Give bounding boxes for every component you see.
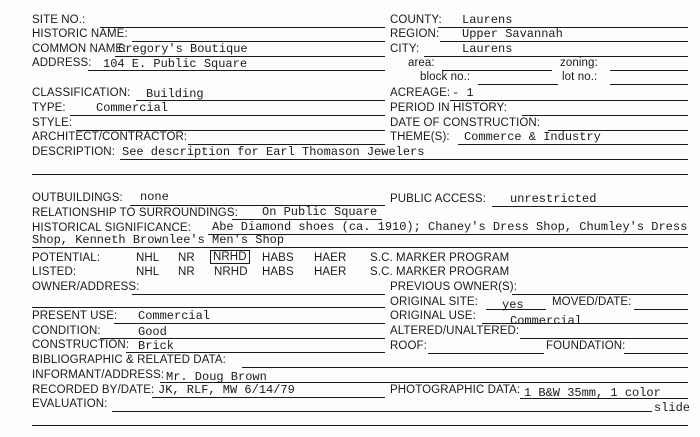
city-value: Laurens xyxy=(462,42,513,56)
roof-label: ROOF: xyxy=(390,340,427,352)
potential-haer: HAER xyxy=(314,252,347,264)
common-name-label: COMMON NAME: xyxy=(32,43,127,55)
style-label: STYLE: xyxy=(32,117,73,129)
significance-line-2 xyxy=(32,247,688,248)
public-access-value: unrestricted xyxy=(510,192,597,206)
original-site-line xyxy=(486,309,546,310)
lot-line xyxy=(610,84,688,85)
construction-value: Brick xyxy=(138,339,175,353)
classification-value: Building xyxy=(146,87,204,101)
themes-label: THEME(S): xyxy=(390,131,450,143)
description-value: See description for Earl Thomason Jewelers xyxy=(122,145,425,159)
moved-date-label: MOVED/DATE: xyxy=(552,296,632,308)
original-use-label: ORIGINAL USE: xyxy=(390,310,476,322)
site-no-label: SITE NO.: xyxy=(32,14,86,26)
type-label: TYPE: xyxy=(32,102,66,114)
potential-nhl: NHL xyxy=(136,252,160,264)
potential-nrhd-selected: NRHD xyxy=(210,250,250,264)
informant-value: Mr. Doug Brown xyxy=(166,370,267,384)
outbuildings-label: OUTBUILDINGS: xyxy=(32,192,123,204)
listed-nr: NR xyxy=(178,266,195,278)
historic-name-label: HISTORIC NAME: xyxy=(32,28,128,40)
present-use-line xyxy=(114,323,385,324)
photographic-value-cont: slide xyxy=(654,401,691,415)
description-label: DESCRIPTION: xyxy=(32,146,115,158)
relationship-label: RELATIONSHIP TO SURROUNDINGS: xyxy=(32,207,238,219)
type-line xyxy=(70,115,385,116)
photographic-value: 1 B&W 35mm, 1 color xyxy=(524,386,661,400)
public-access-label: PUBLIC ACCESS: xyxy=(390,193,486,205)
owner-address-line-2 xyxy=(32,307,385,308)
foundation-line xyxy=(624,353,688,354)
description-line-2 xyxy=(32,174,688,175)
present-use-label: PRESENT USE: xyxy=(32,310,118,322)
city-label: CITY: xyxy=(390,43,420,55)
city-line xyxy=(424,56,688,57)
construction-line xyxy=(126,352,385,353)
recorded-label: RECORDED BY/DATE: xyxy=(32,384,155,396)
altered-label: ALTERED/UNALTERED: xyxy=(390,325,520,337)
period-line xyxy=(522,115,688,116)
block-label: block no.: xyxy=(420,71,471,83)
address-label: ADDRESS: xyxy=(32,57,92,69)
listed-habs: HABS xyxy=(262,266,294,278)
evaluation-label: EVALUATION: xyxy=(32,398,108,410)
area-label: area: xyxy=(408,57,435,69)
recorded-value: JK, RLF, MW 6/14/79 xyxy=(158,383,295,397)
significance-value-line2: Shop, Kenneth Brownlee's Men's Shop xyxy=(32,233,285,247)
description-line-1 xyxy=(120,159,688,160)
zoning-line xyxy=(610,70,688,71)
date-construction-label: DATE OF CONSTRUCTION: xyxy=(390,117,541,129)
zoning-label: zoning: xyxy=(560,57,598,69)
block-line xyxy=(478,84,558,85)
potential-sc-marker: S.C. MARKER PROGRAM xyxy=(370,252,510,264)
county-label: COUNTY: xyxy=(390,14,442,26)
site-no-line xyxy=(100,27,385,28)
potential-habs: HABS xyxy=(262,252,294,264)
region-value: Upper Savannah xyxy=(462,27,563,41)
listed-label: LISTED: xyxy=(32,266,77,278)
bibliographic-line xyxy=(242,367,688,368)
evaluation-line xyxy=(112,411,652,412)
themes-value: Commerce & Industry xyxy=(464,130,601,144)
region-label: REGION: xyxy=(390,28,440,40)
foundation-label: FOUNDATION: xyxy=(546,340,626,352)
altered-line xyxy=(520,338,688,339)
architect-label: ARCHITECT/CONTRACTOR: xyxy=(32,131,188,143)
owner-address-line xyxy=(132,294,385,295)
recorded-line xyxy=(152,397,385,398)
classification-line xyxy=(136,100,385,101)
informant-label: INFORMANT/ADDRESS: xyxy=(32,369,165,381)
moved-date-line xyxy=(634,309,688,310)
outbuildings-value: none xyxy=(140,190,169,204)
condition-value: Good xyxy=(138,325,167,339)
present-use-value: Commercial xyxy=(138,309,211,323)
potential-nr: NR xyxy=(178,252,195,264)
type-value: Commercial xyxy=(96,101,169,115)
acreage-label: ACREAGE: xyxy=(390,87,451,99)
listed-nrhd: NRHD xyxy=(214,266,248,278)
original-use-line xyxy=(482,323,688,324)
original-site-label: ORIGINAL SITE: xyxy=(390,296,478,308)
original-site-value: yes xyxy=(502,298,524,312)
roof-line xyxy=(428,353,544,354)
previous-owners-line xyxy=(512,294,688,295)
construction-label: CONSTRUCTION: xyxy=(32,339,130,351)
listed-nhl: NHL xyxy=(136,266,160,278)
period-label: PERIOD IN HISTORY: xyxy=(390,102,508,114)
address-value: 104 E. Public Square xyxy=(103,57,248,71)
listed-sc-marker: S.C. MARKER PROGRAM xyxy=(370,266,510,278)
address-line xyxy=(88,70,385,71)
county-value: Laurens xyxy=(462,13,513,27)
significance-value-line1: Abe Diamond shoes (ca. 1910); Chaney's Dress Shop, Chumley's Dress xyxy=(212,220,688,234)
potential-label: POTENTIAL: xyxy=(32,252,101,264)
owner-address-label: OWNER/ADDRESS: xyxy=(32,281,140,293)
significance-label: HISTORICAL SIGNIFICANCE: xyxy=(32,222,191,234)
listed-haer: HAER xyxy=(314,266,347,278)
original-use-value: Commercial xyxy=(510,314,583,328)
bibliographic-label: BIBLIOGRAPHIC & RELATED DATA: xyxy=(32,354,226,366)
photographic-label: PHOTOGRAPHIC DATA: xyxy=(390,384,521,396)
lot-label: lot no.: xyxy=(562,71,598,83)
photographic-line xyxy=(520,398,688,399)
condition-label: CONDITION: xyxy=(32,325,101,337)
public-access-line xyxy=(492,206,688,207)
acreage-line xyxy=(450,100,688,101)
evaluation-line-2 xyxy=(32,425,688,426)
acreage-value: - 1 xyxy=(452,86,474,100)
common-name-value: Gregory's Boutique xyxy=(118,42,248,56)
previous-owners-label: PREVIOUS OWNER(S): xyxy=(390,281,518,293)
classification-label: CLASSIFICATION: xyxy=(32,87,131,99)
relationship-value: On Public Square xyxy=(262,205,378,219)
themes-line xyxy=(458,144,688,145)
